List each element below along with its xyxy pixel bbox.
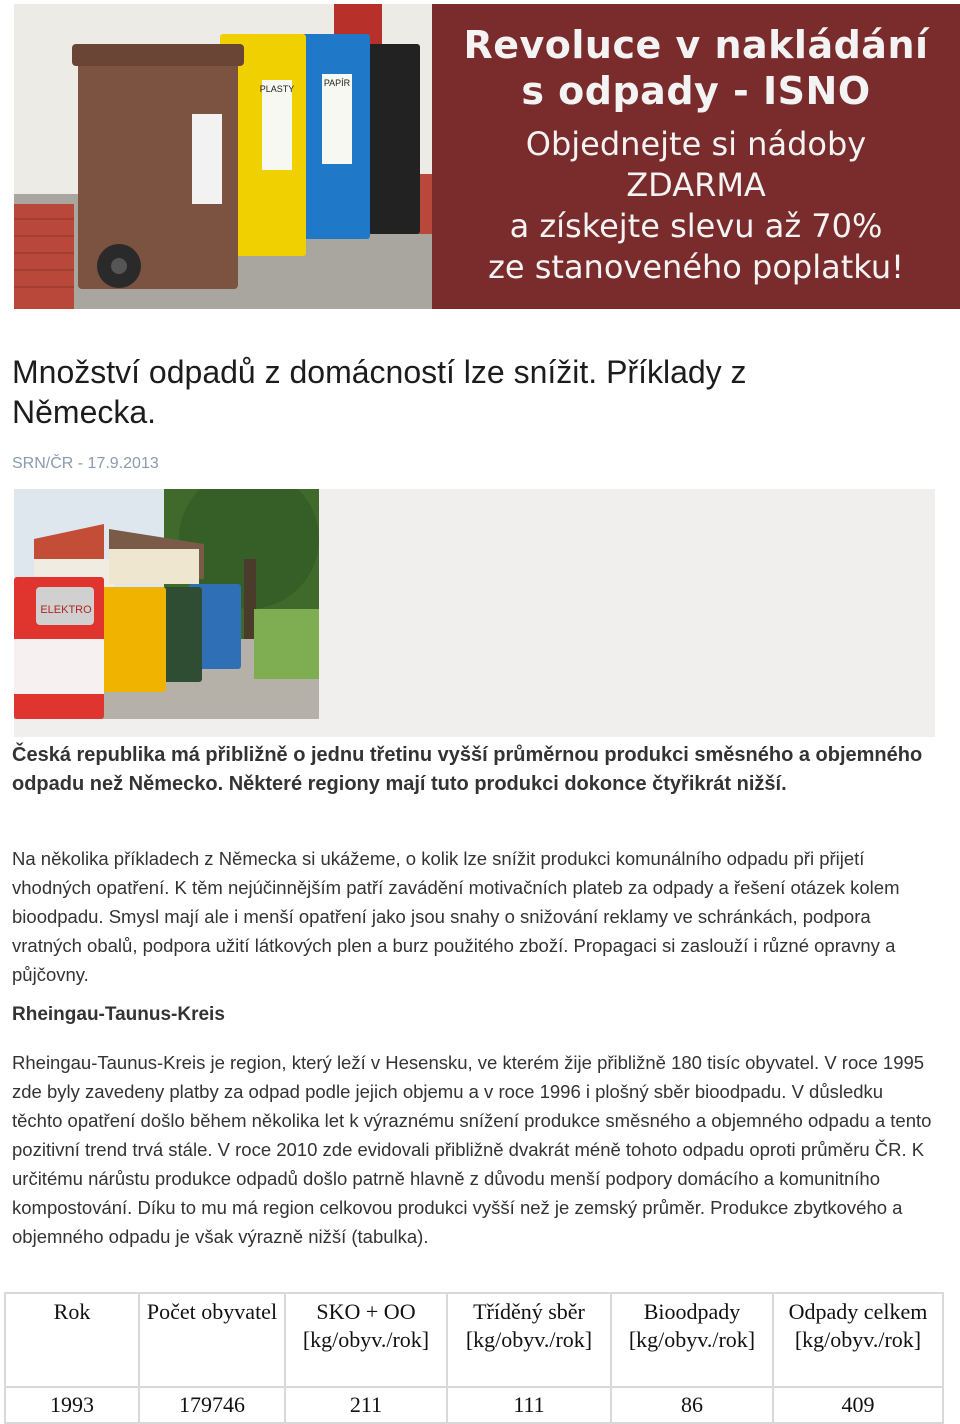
article-lead: Česká republika má přibližně o jednu třetinu vyšší průměrnou produkci směsného a objemného odpadu než Německo. Některé regiony mají tuto produkci dokonce čtyřikrát nižší. [12, 744, 923, 795]
col-header-bioodpady: Bioodpady [kg/obyv./rok] [611, 1293, 773, 1387]
col-header-odpady-celkem: Odpady celkem [kg/obyv./rok] [773, 1293, 943, 1387]
banner-headline-2: s odpady - ISNO [521, 69, 871, 113]
article-meta: SRN/ČR - 17.9.2013 [12, 455, 159, 472]
photo-label-elektro: ELEKTRO [40, 604, 92, 616]
promo-banner[interactable] [14, 4, 960, 309]
banner-sub-4: ze stanoveného poplatku! [488, 248, 904, 286]
col-header-rok: Rok [5, 1293, 139, 1387]
cell-rok: 1993 [5, 1387, 139, 1423]
col-header-pocet-obyvatel: Počet obyvatel [139, 1293, 285, 1387]
waste-bins-photo [14, 4, 432, 309]
bin-label-plasty: PLASTY [259, 84, 295, 94]
cell-sko-oo: 211 [285, 1387, 447, 1423]
col-header-trideny-sber: Tříděný sběr [kg/obyv./rok] [447, 1293, 611, 1387]
bin-label-papir: PAPÍR [323, 78, 351, 88]
table-header-row [5, 1293, 943, 1387]
article-paragraph-1: Na několika příkladech z Německa si ukážeme, o kolik lze snížit produkci komunálního odpadu při přijetí vhodných opatření. K těm nejúčinnějším patří zavádění motivačních plateb za odpady a řešení otázek kolem bioodpadu. Smysl mají ale i menší opatření jako jsou snahy o snižování reklamy ve schránkách, podpora vratných obalů, podpora užití látkových plen a burz použitého zboží. Propagaci si zaslouží i různé opravny a půjčovny. [12, 848, 900, 985]
article-title: Množství odpadů z domácností lze snížit. Příklady z Německa. [12, 354, 747, 430]
recycling-containers-photo [14, 489, 319, 719]
cell-pocet-obyvatel: 179746 [139, 1387, 285, 1423]
banner-sub-3: a získejte slevu až 70% [509, 207, 883, 245]
section-heading: Rheingau-Taunus-Kreis [12, 1004, 225, 1025]
article-figure [14, 489, 935, 737]
table-row [5, 1387, 943, 1423]
waste-statistics-table [4, 1292, 944, 1424]
cell-trideny-sber: 111 [447, 1387, 611, 1423]
col-header-sko-oo: SKO + OO [kg/obyv./rok] [285, 1293, 447, 1387]
banner-sub-2: ZDARMA [626, 166, 766, 204]
cell-bioodpady: 86 [611, 1387, 773, 1423]
banner-headline-1: Revoluce v nakládání [463, 23, 929, 67]
banner-text-panel [432, 4, 960, 309]
article-paragraph-2: Rheingau-Taunus-Kreis je region, který leží v Hesensku, ve kterém žije přibližně 180 tisíc obyvatel. V roce 1995 zde byly zavedeny platby za odpad podle jejich objemu a v roce 1996 i plošný sběr bioodpadu. V důsledku těchto opatření došlo během několika let k výraznému snížení produkce směsného a objemného odpadu a tento pozitivní trend trvá stále. V roce 2010 zde evidovali přibližně dvakrát méně tohoto odpadu oproti průměru ČR. K určitému nárůstu produkce odpadů došlo patrně hlavně z důvodu menší podpory domácího a komunitního kompostování. Díku to mu má region celkovou produkci vyšší než je zemský průměr. Produkce zbytkového a objemného odpadu je však výrazně nižší (tabulka). [12, 1052, 932, 1247]
cell-odpady-celkem: 409 [773, 1387, 943, 1423]
banner-sub-1: Objednejte si nádoby [525, 125, 867, 163]
